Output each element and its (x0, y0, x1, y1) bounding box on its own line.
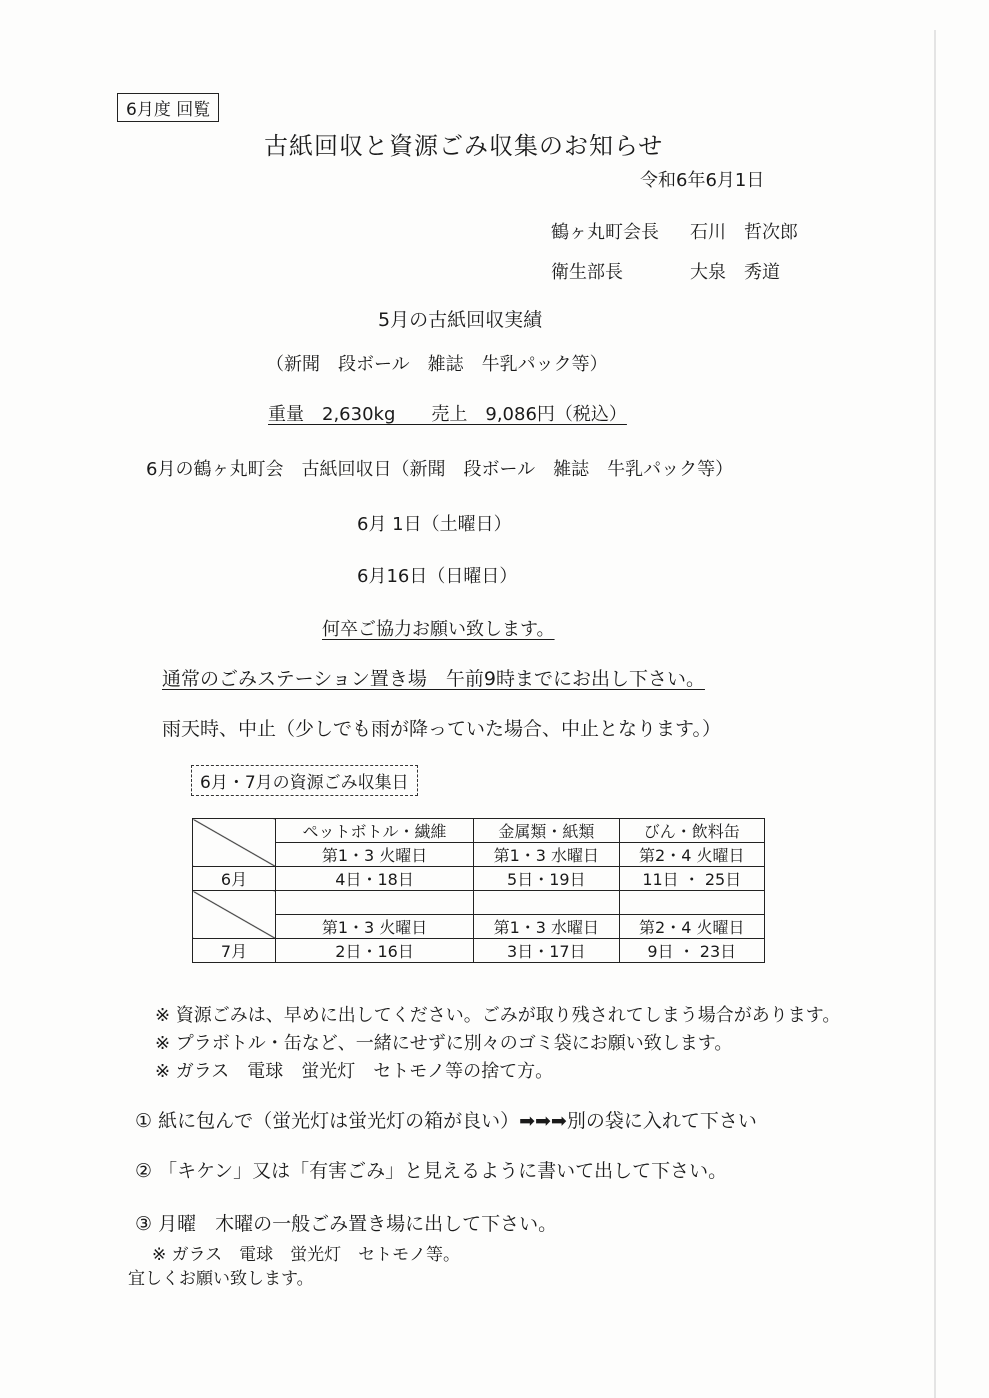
blank-cell (276, 891, 474, 915)
june-date-1: 6月 1日（土曜日） (357, 514, 512, 535)
column-header-metal: 金属類・紙類 (474, 819, 619, 843)
signature-name-health: 大泉 秀道 (690, 262, 780, 283)
table-row (193, 891, 765, 915)
day-cell: 第1・3 水曜日 (474, 915, 619, 939)
rain-policy: 雨天時、中止（少しでも雨が降っていた場合、中止となります。） (162, 718, 721, 740)
table-row (193, 819, 765, 843)
schedule-table (192, 818, 765, 963)
month-cell: 7月 (193, 939, 276, 963)
may-results-figures: 重量 2,630kg 売上 9,086円（税込） (268, 404, 627, 425)
page-title: 古紙回収と資源ごみ収集のお知らせ (264, 132, 664, 160)
day-cell: 第1・3 火曜日 (276, 843, 474, 867)
date-cell: 4日・18日 (276, 867, 474, 891)
date-cell: 2日・16日 (276, 939, 474, 963)
step-2: ② 「キケン」又は「有害ごみ」と見えるように書いて出して下さい。 (135, 1160, 728, 1182)
table-row (193, 867, 765, 891)
may-results-items: （新聞 段ボール 雑誌 牛乳パック等） (266, 354, 608, 375)
step-3: ③ 月曜 木曜の一般ごみ置き場に出して下さい。 (135, 1213, 558, 1235)
issue-date: 令和6年6月1日 (640, 170, 765, 191)
circular-badge: 6月度 回覧 (117, 93, 219, 122)
june-date-2: 6月16日（日曜日） (357, 566, 518, 587)
day-cell: 第2・4 火曜日 (619, 915, 764, 939)
signature-name-chair: 石川 哲次郎 (690, 222, 798, 243)
note-3: ※ ガラス 電球 蛍光灯 セトモノ等の捨て方。 (155, 1061, 554, 1082)
closing-text: 宜しくお願い致します。 (128, 1269, 314, 1289)
date-cell: 3日・17日 (474, 939, 619, 963)
blank-cell (619, 891, 764, 915)
column-header-pet: ペットボトル・繊維 (276, 819, 474, 843)
june-collection-heading: 6月の鶴ヶ丸町会 古紙回収日（新聞 段ボール 雑誌 牛乳パック等） (146, 459, 734, 480)
corner-cell (193, 819, 276, 867)
corner-cell (193, 891, 276, 939)
month-cell: 6月 (193, 867, 276, 891)
day-cell: 第1・3 水曜日 (474, 843, 619, 867)
table-row (193, 915, 765, 939)
signature-role-health: 衛生部長 (551, 262, 623, 283)
note-2: ※ プラボトル・缶など、一緒にせずに別々のゴミ袋にお願い致します。 (155, 1033, 733, 1054)
table-row (193, 939, 765, 963)
signature-role-chair: 鶴ヶ丸町会長 (551, 222, 659, 243)
date-cell: 9日 ・ 23日 (619, 939, 764, 963)
date-cell: 11日 ・ 25日 (619, 867, 764, 891)
step-1: ① 紙に包んで（蛍光灯は蛍光灯の箱が良い）➡➡➡別の袋に入れて下さい (135, 1110, 757, 1132)
note-1: ※ 資源ごみは、早めに出してください。ごみが取り残されてしまう場合があります。 (155, 1005, 841, 1026)
day-cell: 第2・4 火曜日 (619, 843, 764, 867)
table-row (193, 843, 765, 867)
date-cell: 5日・19日 (474, 867, 619, 891)
blank-cell (474, 891, 619, 915)
footer-note: ※ ガラス 電球 蛍光灯 セトモノ等。 (152, 1245, 460, 1265)
cooperation-request: 何卒ご協力お願い致します。 (322, 619, 555, 640)
collection-place: 通常のごみステーション置き場 午前9時までにお出し下さい。 (162, 668, 705, 690)
day-cell: 第1・3 火曜日 (276, 915, 474, 939)
schedule-label: 6月・7月の資源ごみ収集日 (191, 765, 418, 796)
column-header-bottle: びん・飲料缶 (619, 819, 764, 843)
may-results-heading: 5月の古紙回収実績 (378, 309, 543, 331)
